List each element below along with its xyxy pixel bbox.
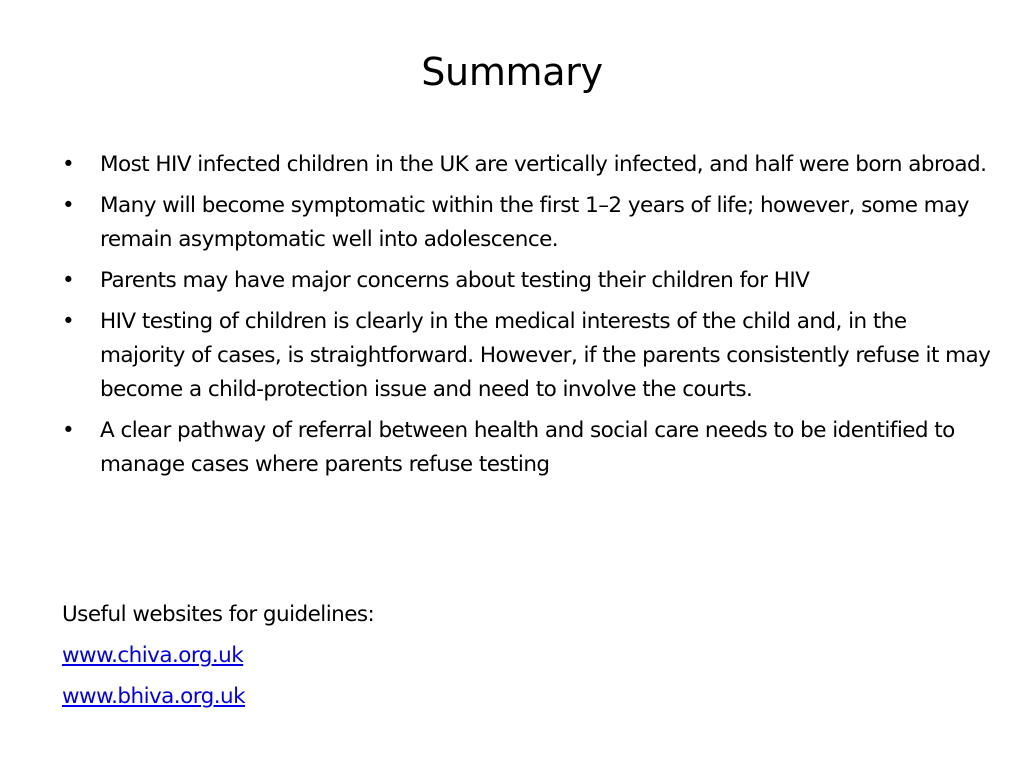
bullet-item: [62, 414, 992, 482]
bullet-text: Many will become symptomatic within the first 1–2 years of life; however, some may remain asymptomatic well into adolescence.: [100, 193, 969, 252]
bullet-item: [62, 148, 992, 182]
bullet-item: [62, 305, 992, 407]
slide-title: Summary: [421, 50, 603, 94]
chiva-link[interactable]: www.chiva.org.uk: [62, 643, 244, 668]
bullet-icon: •: [62, 309, 75, 334]
bullet-item: [62, 189, 992, 257]
bullet-text: HIV testing of children is clearly in the medical interests of the child and, in the majority of cases, is straightforward. However, if the parents consistently refuse it may become a child-protection issue and need to involve the courts.: [100, 309, 991, 402]
bullet-icon: •: [62, 152, 75, 177]
bullet-text: Parents may have major concerns about testing their children for HIV: [100, 268, 810, 293]
websites-heading: Useful websites for guidelines:: [62, 602, 375, 627]
bullet-list: [62, 148, 992, 489]
websites-section: [62, 598, 992, 721]
bullet-icon: •: [62, 268, 75, 293]
bullet-icon: •: [62, 193, 75, 218]
bullet-item: [62, 264, 992, 298]
bullet-text: A clear pathway of referral between health and social care needs to be identified to manage cases where parents refuse testing: [100, 418, 955, 477]
bullet-text: Most HIV infected children in the UK are vertically infected, and half were born abroad.: [100, 152, 987, 177]
bullet-icon: •: [62, 418, 75, 443]
bhiva-link[interactable]: www.bhiva.org.uk: [62, 684, 245, 709]
